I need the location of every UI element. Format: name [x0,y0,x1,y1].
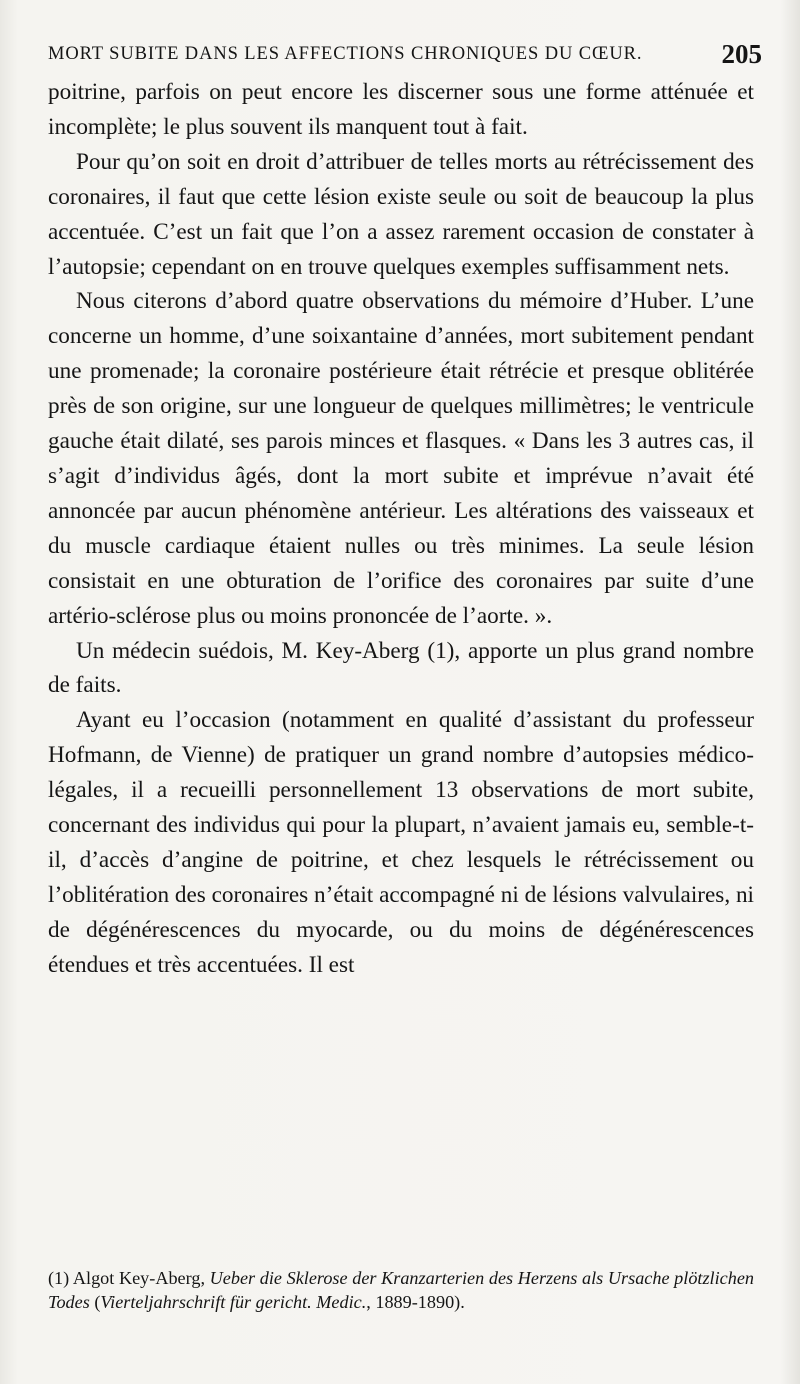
body-text [48,75,754,983]
footnote [48,1266,754,1314]
paragraph-key-aberg: Un médecin suédois, M. Key-Aberg (1), apporte un plus grand nombre de faits. [48,637,754,699]
paragraph-huber-observations: Nous citerons d’abord quatre observations du mémoire d’Huber. L’une concerne un homme, d’une soixantaine d’années, mort subitement pendant une promenade; la coronaire postérieure était rétrécie et presque oblitérée près de son origine, sur une longueur de quelques millimètres; le ventricule gauche était dilaté, ses parois minces et flasques. « Dans les 3 autres cas, il s’agit d’individus âgés, dont la mort subite et imprévue n’avait été annoncée par aucun phénomène antérieur. Les altérations des vaisseaux et du muscle cardiaque étaient nulles ou très minimes. La seule lésion consistait en une obturation de l’orifice des coronaires par suite d’une artério-sclérose plus ou moins prononcée de l’aorte. ». [48,288,754,629]
paragraph-autopsies: Ayant eu l’occasion (notamment en qualité d’assistant du professeur Hofmann, de Vienne) de pratiquer un grand nombre d’autopsies médico-légales, il a recueilli personnellement 13 observations de mort subite, concernant des individus qui pour la plupart, n’avaient jamais eu, semble-t-il, d’accès d’angine de poitrine, et chez lesquels le rétrécissement ou l’oblitération des coronaires n’était accompagné ni de lésions valvulaires, ni de dégénérescences du myocarde, ou du moins de dégénérescences étendues et très accentuées. Il est [48,707,754,978]
footnote-marker: (1) [48,1268,70,1288]
footnote-source-open: ( [94,1292,101,1312]
footnote-source: Vierteljahrschrift für gericht. Medic. [100,1292,367,1312]
paragraph-continuation: poitrine, parfois on peut encore les discerner sous une forme atténuée et incomplète; le plus souvent ils manquent tout à fait. [48,79,754,140]
paragraph-coronary-lesion: Pour qu’on soit en droit d’attribuer de telles morts au rétrécissement des coronaires, il faut que cette lésion existe seule ou soit de beaucoup la plus accentuée. C’est un fait que l’on a assez rarement occasion de constater à l’autopsie; cependant on en trouve quelques exemples suffisamment nets. [48,148,754,280]
footnote-title: Ueber die Sklerose der Kranzarterien des Herzens als Ursache plötzlichen Todes [48,1268,754,1312]
footnote-years: 1889-1890). [375,1292,465,1312]
footnote-author: Algot Key-Aberg, [72,1268,205,1288]
running-head [48,36,764,72]
page-number: 205 [721,39,762,69]
footnote-source-close: , [366,1292,371,1312]
running-title: MORT SUBITE DANS LES AFFECTIONS CHRONIQUES DU CŒUR. [48,44,643,64]
